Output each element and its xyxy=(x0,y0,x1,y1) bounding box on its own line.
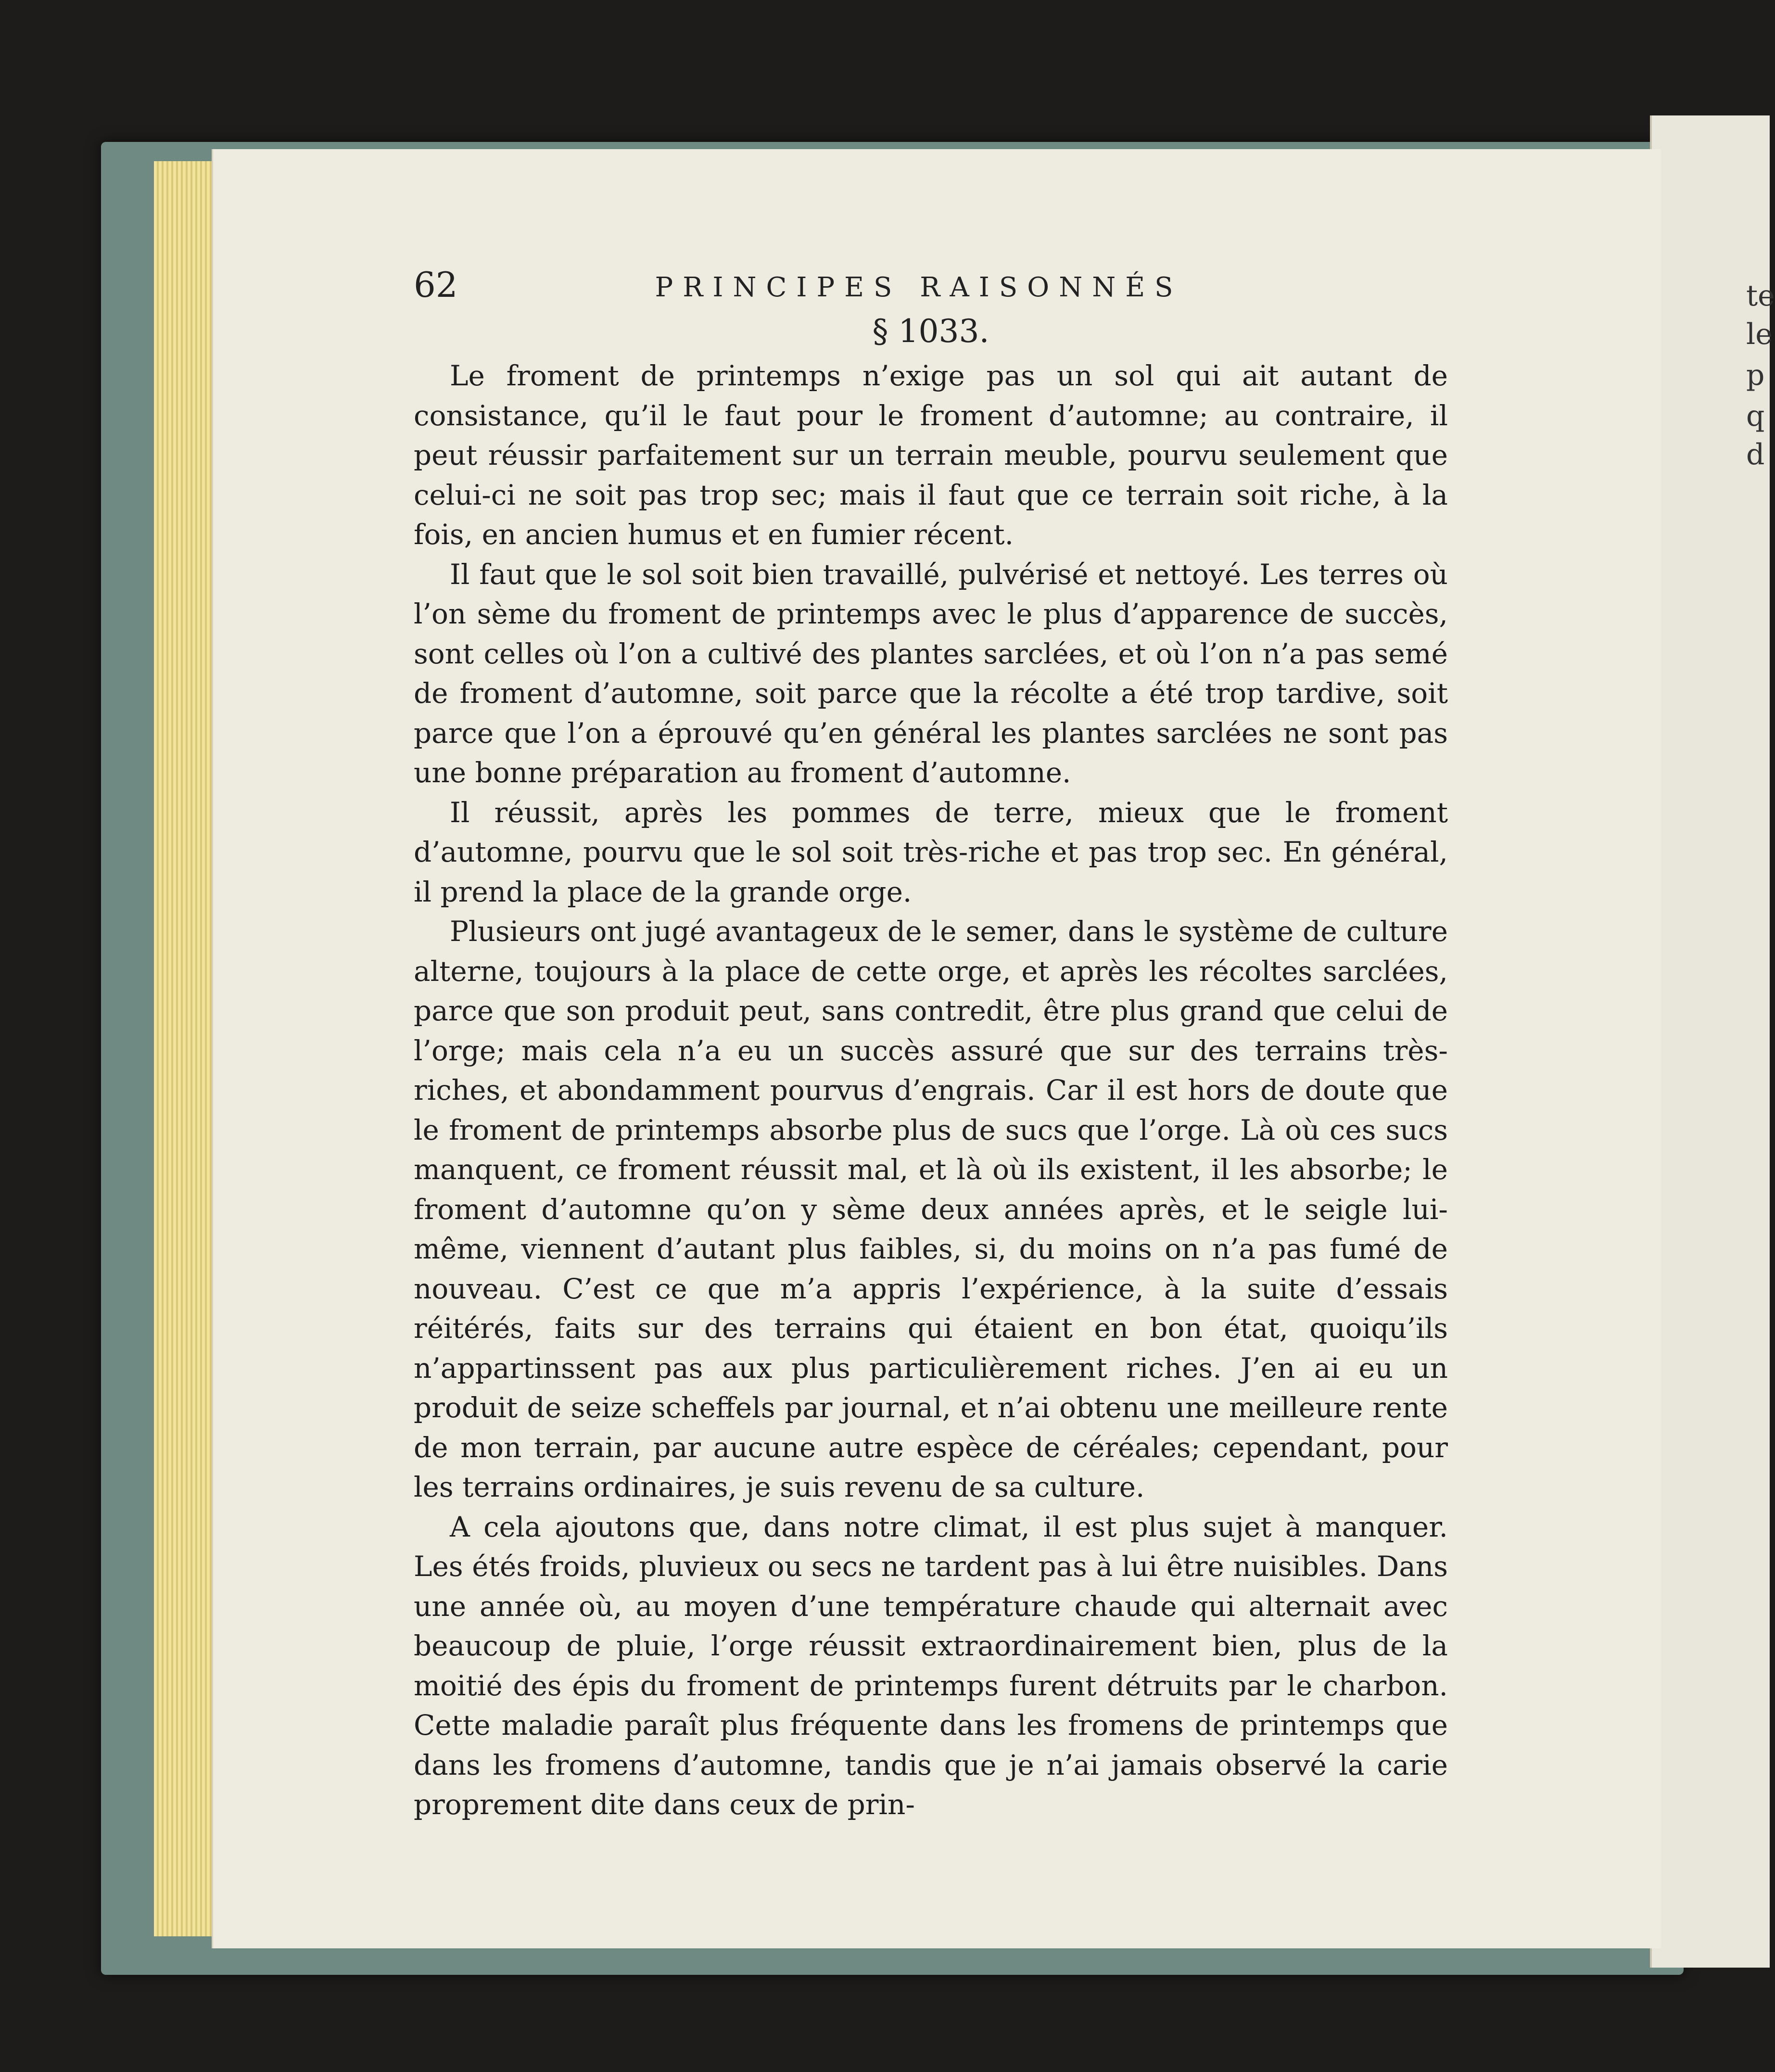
facing-page-fragment: d xyxy=(1746,438,1765,471)
paragraph: Il faut que le sol soit bien travaillé, pulvérisé et nettoyé. Les terres où l’on sème du froment de printemps avec le plus d’apparence de succès, sont celles où l’on a cultivé des plantes sarclées, et où l’on n’a pas semé de froment d’automne, soit parce que la récolte a été trop tardive, soit parce que l’on a éprouvé qu’en général les plantes sarclées ne sont pas une bonne préparation au froment d’automne. xyxy=(414,558,1448,789)
paragraph: Le froment de printemps n’exige pas un sol qui ait autant de consistance, qu’il le faut pour le froment d’automne; au contraire, il peut réussir parfaitement sur un terrain meuble, pourvu seulement que celui-ci ne soit pas trop sec; mais il faut que ce terrain soit riche, à la fois, en ancien humus et en fumier récent. xyxy=(414,359,1448,551)
page-edges xyxy=(154,161,216,1936)
running-title: PRINCIPES RAISONNÉS xyxy=(655,272,1183,303)
paragraph: A cela ajoutons que, dans notre climat, il est plus sujet à manquer. Les étés froids, pluvieux ou secs ne tardent pas à lui être nuisibles. Dans une année où, au moyen d’une température chaude qui alternait avec beaucoup de pluie, l’orge réussit extraordinairement bien, plus de la moitié des épis du froment de printemps furent détruits par le charbon. Cette maladie paraît plus fréquente dans les fromens de printemps que dans les fromens d’automne, tandis que je n’ai jamais observé la carie proprement dite dans ceux de prin- xyxy=(414,1510,1448,1821)
facing-page-fragment: te xyxy=(1746,279,1775,313)
paragraph: Il réussit, après les pommes de terre, mieux que le froment d’automne, pourvu que le sol soit très-riche et pas trop sec. En général, il prend la place de la grande orge. xyxy=(414,796,1448,908)
page-number: 62 xyxy=(414,265,458,305)
facing-page-fragment: le xyxy=(1746,318,1773,351)
facing-page-fragment: q xyxy=(1746,399,1765,433)
section-heading: § 1033. xyxy=(872,313,989,350)
paragraph: Plusieurs ont jugé avantageux de le semer, dans le système de culture alterne, toujours à la place de cette orge, et après les récoltes sarclées, parce que son produit peut, sans contredit, être plus grand que celui de l’orge; mais cela n’a eu un succès assuré que sur des terrains très-riches, et abondamment pourvus d’engrais. Car il est hors de doute que le froment de printemps absorbe plus de sucs que l’orge. Là où ces sucs manquent, ce froment réussit mal, et là où ils existent, il les absorbe; le froment d’automne qu’on y sème deux années après, et le seigle lui-même, viennent d’autant plus faibles, si, du moins on n’a pas fumé de nouveau. C’est ce que m’a appris l’expérience, à la suite d’essais réitérés, faits sur des terrains qui étaient en bon état, quoiqu’ils n’appartinssent pas aux plus particulièrement riches. J’en ai eu un produit de seize scheffels par journal, et n’ai obtenu une meilleure rente de mon terrain, par aucune autre espèce de céréales; cependant, pour les terrains ordinaires, je suis revenu de sa culture. xyxy=(414,915,1448,1503)
facing-page xyxy=(1650,115,1770,1968)
facing-page-fragment: p xyxy=(1746,358,1765,392)
body-text xyxy=(414,356,1448,1825)
